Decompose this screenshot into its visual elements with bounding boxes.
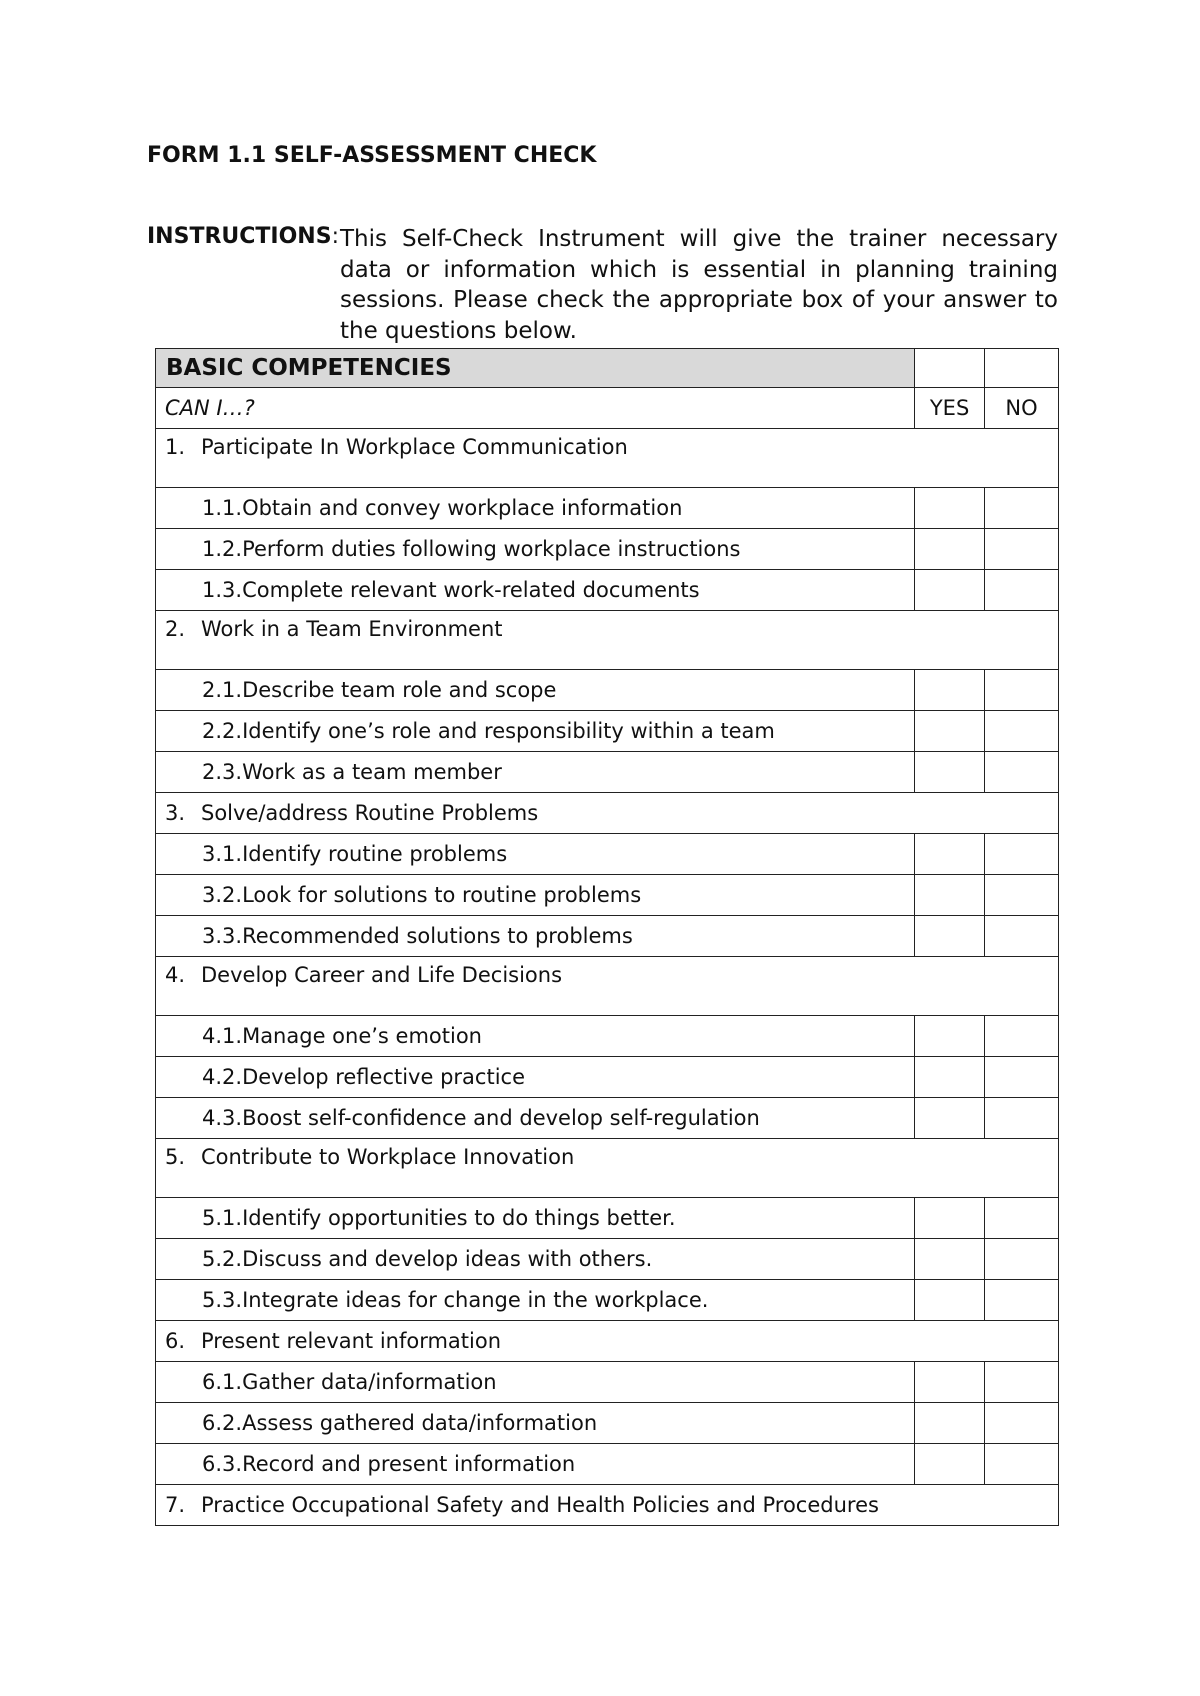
competency-item-row — [156, 916, 1059, 957]
yes-checkbox-cell[interactable] — [915, 916, 985, 957]
competency-item-label: 4.2.Develop reflective practice — [156, 1057, 915, 1098]
competency-item-row — [156, 1198, 1059, 1239]
section-label: Participate In Workplace Communication — [201, 435, 628, 459]
no-checkbox-cell[interactable] — [985, 1362, 1059, 1403]
yes-checkbox-cell[interactable] — [915, 670, 985, 711]
yes-checkbox-cell[interactable] — [915, 1362, 985, 1403]
competency-item-row — [156, 1239, 1059, 1280]
no-checkbox-cell[interactable] — [985, 1016, 1059, 1057]
section-row — [156, 429, 1059, 488]
competency-item-label: 1.1.Obtain and convey workplace information — [156, 488, 915, 529]
section-row — [156, 1485, 1059, 1526]
yes-checkbox-cell[interactable] — [915, 570, 985, 611]
section-title — [156, 957, 1059, 1016]
table-header-row — [156, 349, 1059, 388]
section-title — [156, 611, 1059, 670]
no-checkbox-cell[interactable] — [985, 570, 1059, 611]
yes-checkbox-cell[interactable] — [915, 752, 985, 793]
competency-item-row — [156, 529, 1059, 570]
section-number: 6. — [165, 1329, 186, 1353]
section-label: Practice Occupational Safety and Health Policies and Procedures — [201, 1493, 879, 1517]
section-title — [156, 793, 1059, 834]
header-empty-cell — [985, 349, 1059, 388]
instructions-text: This Self-Check Instrument will give the trainer necessary data or information which is essential in planning training sessions. Please check the appropriate box of your answer to the questions below. — [340, 226, 1058, 344]
section-row — [156, 1321, 1059, 1362]
yes-checkbox-cell[interactable] — [915, 1198, 985, 1239]
no-checkbox-cell[interactable] — [985, 670, 1059, 711]
competency-item-label: 3.3.Recommended solutions to problems — [156, 916, 915, 957]
competency-item-row — [156, 488, 1059, 529]
section-number: 4. — [165, 963, 186, 987]
competency-item-row — [156, 711, 1059, 752]
section-label: Work in a Team Environment — [201, 617, 503, 641]
section-label: Solve/address Routine Problems — [201, 801, 539, 825]
competency-item-label: 5.3.Integrate ideas for change in the workplace. — [156, 1280, 915, 1321]
competency-item-label: 4.1.Manage one’s emotion — [156, 1016, 915, 1057]
competency-item-label: 6.1.Gather data/information — [156, 1362, 915, 1403]
section-row — [156, 611, 1059, 670]
no-checkbox-cell[interactable] — [985, 1280, 1059, 1321]
yes-checkbox-cell[interactable] — [915, 834, 985, 875]
can-i-label: CAN I…? — [156, 388, 915, 429]
no-checkbox-cell[interactable] — [985, 1198, 1059, 1239]
yes-checkbox-cell[interactable] — [915, 1016, 985, 1057]
section-number: 1. — [165, 435, 186, 459]
competency-item-row — [156, 670, 1059, 711]
basic-competencies-header: BASIC COMPETENCIES — [156, 349, 915, 388]
no-checkbox-cell[interactable] — [985, 529, 1059, 570]
no-column-header: NO — [985, 388, 1059, 429]
competency-item-label: 5.1.Identify opportunities to do things better. — [156, 1198, 915, 1239]
competency-item-row — [156, 1057, 1059, 1098]
no-checkbox-cell[interactable] — [985, 1403, 1059, 1444]
no-checkbox-cell[interactable] — [985, 834, 1059, 875]
header-empty-cell — [915, 349, 985, 388]
competency-item-label: 1.2.Perform duties following workplace instructions — [156, 529, 915, 570]
section-row — [156, 793, 1059, 834]
section-title — [156, 1321, 1059, 1362]
form-title: FORM 1.1 SELF-ASSESSMENT CHECK — [147, 143, 597, 168]
yes-checkbox-cell[interactable] — [915, 1098, 985, 1139]
competency-item-row — [156, 1403, 1059, 1444]
no-checkbox-cell[interactable] — [985, 1444, 1059, 1485]
section-title — [156, 1485, 1059, 1526]
no-checkbox-cell[interactable] — [985, 488, 1059, 529]
section-row — [156, 1139, 1059, 1198]
yes-column-header: YES — [915, 388, 985, 429]
section-number: 7. — [165, 1493, 186, 1517]
section-title — [156, 1139, 1059, 1198]
competency-item-row — [156, 1098, 1059, 1139]
competency-item-row — [156, 1444, 1059, 1485]
competency-item-label: 5.2.Discuss and develop ideas with others. — [156, 1239, 915, 1280]
section-number: 5. — [165, 1145, 186, 1169]
section-row — [156, 957, 1059, 1016]
yes-checkbox-cell[interactable] — [915, 488, 985, 529]
no-checkbox-cell[interactable] — [985, 1098, 1059, 1139]
competency-item-row — [156, 1280, 1059, 1321]
yes-checkbox-cell[interactable] — [915, 711, 985, 752]
section-label: Develop Career and Life Decisions — [201, 963, 563, 987]
yes-checkbox-cell[interactable] — [915, 1403, 985, 1444]
competency-item-row — [156, 875, 1059, 916]
competency-item-label: 3.2.Look for solutions to routine problems — [156, 875, 915, 916]
no-checkbox-cell[interactable] — [985, 752, 1059, 793]
section-label: Present relevant information — [201, 1329, 502, 1353]
section-label: Contribute to Workplace Innovation — [201, 1145, 575, 1169]
competency-item-label: 2.1.Describe team role and scope — [156, 670, 915, 711]
no-checkbox-cell[interactable] — [985, 711, 1059, 752]
competency-item-label: 2.2.Identify one’s role and responsibility within a team — [156, 711, 915, 752]
section-number: 3. — [165, 801, 186, 825]
yes-checkbox-cell[interactable] — [915, 1057, 985, 1098]
competency-checklist-table — [155, 348, 1059, 1526]
yes-checkbox-cell[interactable] — [915, 875, 985, 916]
yes-checkbox-cell[interactable] — [915, 1280, 985, 1321]
competency-item-label: 6.3.Record and present information — [156, 1444, 915, 1485]
no-checkbox-cell[interactable] — [985, 1239, 1059, 1280]
yes-checkbox-cell[interactable] — [915, 1444, 985, 1485]
column-labels-row — [156, 388, 1059, 429]
yes-checkbox-cell[interactable] — [915, 529, 985, 570]
section-number: 2. — [165, 617, 186, 641]
competency-item-row — [156, 752, 1059, 793]
competency-item-row — [156, 1016, 1059, 1057]
competency-item-label: 2.3.Work as a team member — [156, 752, 915, 793]
no-checkbox-cell[interactable] — [985, 916, 1059, 957]
competency-item-label: 3.1.Identify routine problems — [156, 834, 915, 875]
competency-item-row — [156, 834, 1059, 875]
competency-item-label: 6.2.Assess gathered data/information — [156, 1403, 915, 1444]
no-checkbox-cell[interactable] — [985, 875, 1059, 916]
no-checkbox-cell[interactable] — [985, 1057, 1059, 1098]
competency-item-row — [156, 1362, 1059, 1403]
instructions-label: INSTRUCTIONS: — [147, 224, 339, 249]
yes-checkbox-cell[interactable] — [915, 1239, 985, 1280]
competency-item-label: 1.3.Complete relevant work-related documents — [156, 570, 915, 611]
competency-item-label: 4.3.Boost self-confidence and develop self-regulation — [156, 1098, 915, 1139]
section-title — [156, 429, 1059, 488]
competency-item-row — [156, 570, 1059, 611]
